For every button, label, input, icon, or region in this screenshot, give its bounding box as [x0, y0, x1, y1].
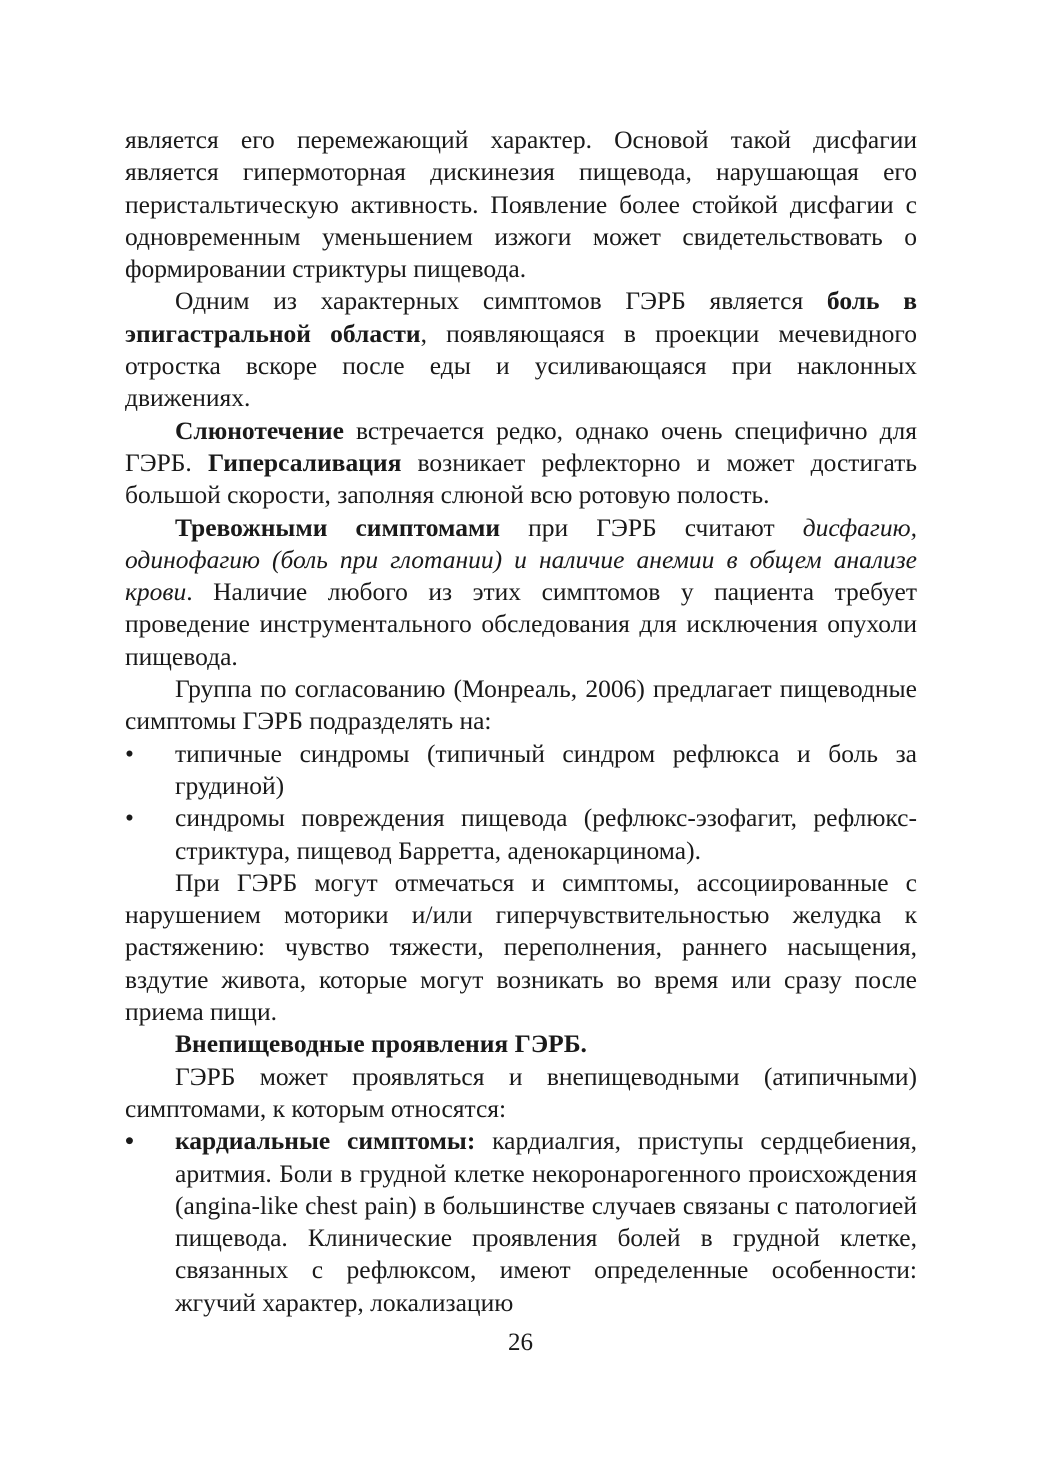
list-item-text: синдромы повреждения пищевода (рефлюкс-эзофагит, рефлюкс-стриктура, пищевод Барретта, аденокарцинома).	[175, 803, 917, 865]
list-item	[125, 802, 917, 867]
text-run: кардиалгия, приступы сердцебиения, аритмия. Боли в грудной клетке некоронарогенного происхождения (angina-like chest pain) в большинстве случаев связаны с патологией пищевода. Клинические проявления болей в грудной клетке, связанных с рефлюксом, имеют определенные особенности: жгучий характер, локализацию	[175, 1126, 917, 1317]
bold-term-epigastric-pain: боль в эпигастральной области	[125, 286, 918, 348]
bullet-icon: •	[125, 1126, 134, 1156]
page-number: 26	[508, 1329, 533, 1356]
text-run: . Наличие любого из этих симптомов у пациента требует проведение инструментального обследования для исключения опухоли пищевода.	[125, 577, 917, 671]
paragraph-dysphagia-continued: является его перемежающий характер. Основой такой дисфагии является гипермоторная дискинезия пищевода, нарушающая его перистальтическую активность. Появление более стойкой дисфагии с одновременным уменьшением изжоги может свидетельствовать о формировании стриктуры пищевода.	[125, 125, 917, 284]
section-heading: Внепищеводные проявления ГЭРБ.	[175, 1029, 587, 1059]
list-item-text: типичные синдромы (типичный синдром рефлюкса и боль за грудиной)	[175, 738, 917, 800]
list-item	[125, 738, 917, 803]
text-run: при ГЭРБ считают	[500, 512, 803, 542]
italic-symptom-list: дисфагию, одинофагию (боль при глотании) и наличие анемии в общем анализе крови	[125, 512, 917, 607]
paragraph-montreal-group: Группа по согласованию (Монреаль, 2006) предлагает пищеводные симптомы ГЭРБ подразделять на:	[125, 674, 917, 736]
list-item	[125, 1125, 917, 1319]
text-run: встречается редко, однако очень специфично для ГЭРБ.	[125, 415, 917, 477]
bold-term-salivation: Слюнотечение	[175, 415, 344, 445]
bold-term-alarm-symptoms: Тревожными симптомами	[175, 512, 501, 542]
bullet-icon: •	[125, 738, 134, 768]
text-run: , появляющаяся в проекции мечевидного отростка вскоре после еды и усиливающаяся при наклонных движениях.	[125, 318, 917, 413]
paragraph-extraesophageal: ГЭРБ может проявляться и внепищеводными (атипичными) симптомами, к которым относятся:	[125, 1061, 917, 1123]
bullet-icon: •	[125, 803, 134, 833]
page-body	[125, 124, 917, 1319]
paragraph-alarm-symptoms	[125, 512, 917, 673]
paragraph-salivation	[125, 415, 917, 512]
text-run: возникает рефлекторно и может достигать большой скорости, заполняя слюной всю ротовую полость.	[125, 447, 917, 510]
bold-term-hypersalivation: Гиперсаливация	[207, 447, 402, 477]
paragraph-epigastric-pain	[125, 285, 917, 414]
bold-term-cardiac-symptoms: кардиальные симптомы:	[175, 1126, 476, 1156]
list-item-text	[175, 1126, 917, 1316]
text-run: Одним из характерных симптомов ГЭРБ является	[175, 286, 827, 316]
paragraph-motility-symptoms: При ГЭРБ могут отмечаться и симптомы, ассоциированные с нарушением моторики и/или гиперчувствительностью желудка к растяжению: чувство тяжести, переполнения, раннего насыщения, вздутие живота, которые могут возникать во время или сразу после приема пищи.	[125, 867, 917, 1027]
